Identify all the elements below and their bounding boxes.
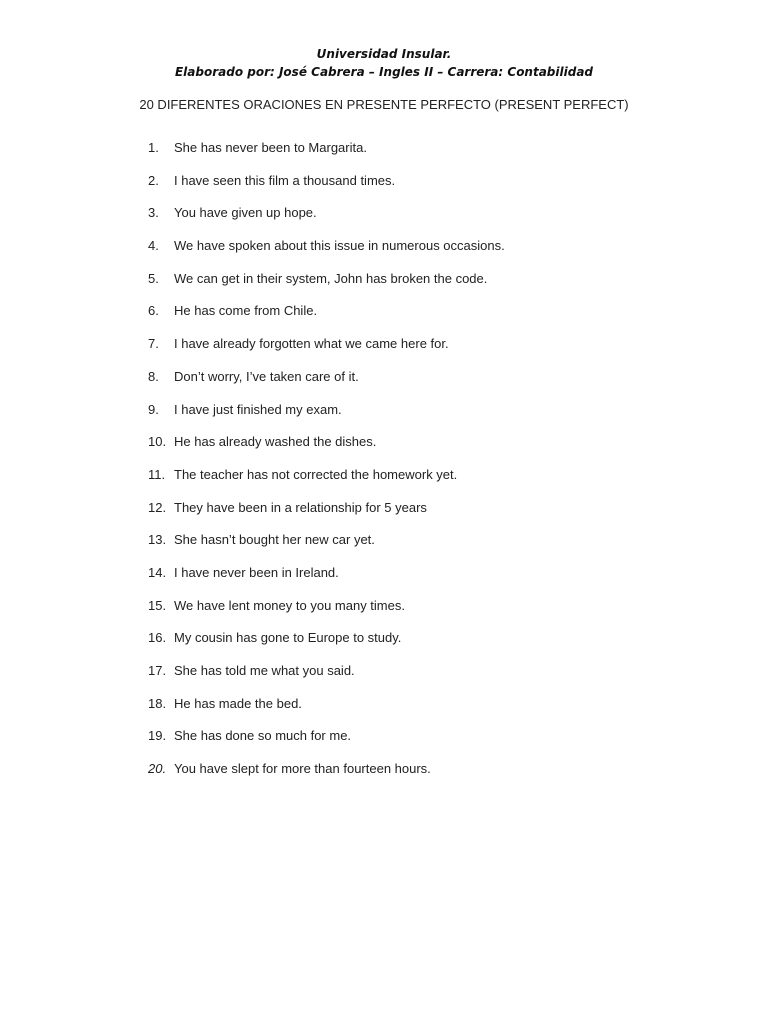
list-item [148, 368, 505, 401]
list-item-text: He has come from Chile. [174, 303, 318, 319]
list-item-number: 8. [148, 368, 159, 384]
list-item [148, 499, 505, 532]
list-item [148, 302, 505, 335]
list-item [148, 204, 505, 237]
list-item-text: You have slept for more than fourteen hours. [174, 761, 431, 777]
list-item-number: 6. [148, 303, 159, 319]
list-item [148, 597, 505, 630]
list-item-number: 18. [148, 695, 167, 711]
author-credits: Elaborado por: José Cabrera – Ingles II – Carrera: Contabilidad [174, 65, 594, 79]
list-item [148, 172, 505, 205]
list-item-number: 14. [148, 564, 167, 580]
list-item-text: I have never been in Ireland. [174, 564, 339, 580]
list-item-text: My cousin has gone to Europe to study. [174, 630, 402, 646]
list-item [148, 760, 505, 793]
list-item-number: 15. [148, 597, 167, 613]
list-item-number: 1. [148, 140, 159, 155]
list-item [148, 564, 505, 597]
list-item-text: We have lent money to you many times. [174, 597, 405, 613]
list-item-text: The teacher has not corrected the homework yet. [174, 466, 458, 482]
list-item-number: 2. [148, 172, 159, 188]
list-item-number: 13. [148, 532, 167, 548]
list-item-text: We have spoken about this issue in numerous occasions. [174, 238, 505, 254]
list-item-text: She has never been to Margarita. [174, 140, 367, 155]
list-item-number: 12. [148, 499, 167, 515]
list-item-text: She hasn’t bought her new car yet. [174, 532, 375, 548]
list-item-text: They have been in a relationship for 5 years [174, 499, 427, 515]
list-item-number: 19. [148, 728, 167, 744]
list-item-text: I have seen this film a thousand times. [174, 172, 396, 188]
list-item-number: 3. [148, 205, 159, 221]
list-item-text: He has already washed the dishes. [174, 434, 377, 450]
list-item-number: 20. [148, 761, 167, 777]
list-item [148, 629, 505, 662]
list-item-text: She has done so much for me. [174, 728, 352, 744]
sentence-list [148, 139, 505, 793]
list-item [148, 531, 505, 564]
list-item [148, 727, 505, 760]
list-item [148, 270, 505, 303]
list-item [148, 139, 505, 172]
list-item-number: 16. [148, 630, 167, 646]
list-item-text: Don’t worry, I’ve taken care of it. [174, 368, 359, 384]
list-item [148, 401, 505, 434]
list-item-number: 9. [148, 401, 159, 417]
document-header [0, 45, 768, 81]
list-item-number: 17. [148, 663, 167, 678]
list-item-number: 4. [148, 238, 159, 254]
list-item-number: 5. [148, 270, 159, 286]
list-item-text: She has told me what you said. [174, 663, 355, 678]
list-item [148, 335, 505, 368]
list-item-number: 7. [148, 336, 159, 352]
list-item-text: We can get in their system, John has broken the code. [174, 270, 488, 286]
list-item [148, 662, 505, 695]
list-item [148, 433, 505, 466]
institution-name: Universidad Insular. [316, 47, 452, 61]
list-item-number: 11. [148, 466, 166, 482]
list-item-text: You have given up hope. [174, 205, 317, 221]
list-item [148, 695, 505, 728]
list-item-number: 10. [148, 434, 167, 450]
list-item-text: He has made the bed. [174, 695, 302, 711]
document-title: 20 DIFERENTES ORACIONES EN PRESENTE PERFECTO (PRESENT PERFECT) [139, 97, 629, 112]
list-item [148, 466, 505, 499]
list-item-text: I have already forgotten what we came here for. [174, 336, 449, 352]
list-item-text: I have just finished my exam. [174, 401, 342, 417]
list-item [148, 237, 505, 270]
